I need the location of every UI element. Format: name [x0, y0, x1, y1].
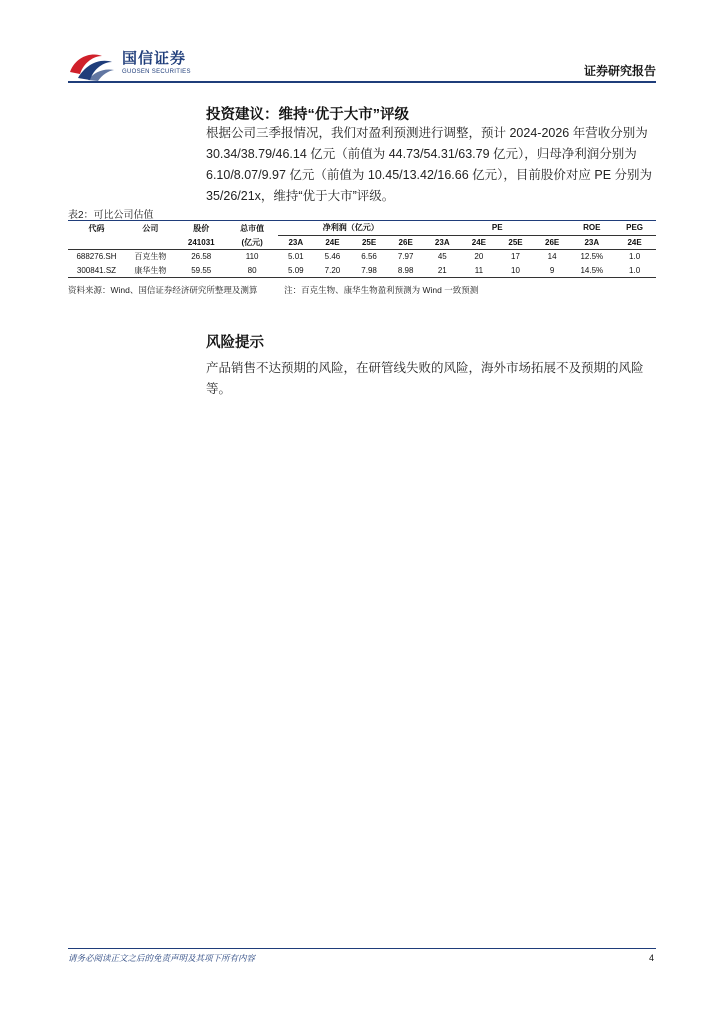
cell-np: 5.46	[314, 250, 351, 264]
risk-paragraph: 产品销售不达预期的风险，在研管线失败的风险，海外市场拓展不及预期的风险等。	[206, 361, 644, 396]
page-header	[68, 50, 656, 86]
col-header-np-year: 24E	[325, 237, 340, 247]
col-header-price: 股价	[193, 223, 210, 233]
table-title: 表2：可比公司估值	[68, 210, 154, 221]
report-type: 证券研究报告	[583, 64, 656, 78]
comparable-valuation-table	[68, 220, 656, 278]
risk-heading: 风险提示	[206, 335, 264, 351]
cell-company: 康华生物	[125, 264, 176, 278]
cell-pe: 45	[424, 250, 461, 264]
col-header-peg: PEG	[613, 221, 656, 236]
source-note: 注：百克生物、康华生物盈利预测为 Wind 一致预测	[284, 285, 479, 295]
col-header-peg-year: 24E	[627, 237, 642, 247]
logo-chinese-name: 国信证券	[122, 50, 187, 67]
cell-np: 5.01	[278, 250, 315, 264]
col-header-pe-year: 25E	[508, 237, 523, 247]
cell-roe: 14.5%	[570, 264, 613, 278]
col-header-pe: PE	[424, 221, 570, 236]
company-logo	[68, 50, 191, 82]
col-header-mcap: 总市值	[240, 223, 265, 233]
table-source	[68, 284, 478, 296]
guosen-logo-icon	[68, 50, 116, 82]
footer-disclaimer: 请务必阅读正文之后的免责声明及其项下所有内容	[68, 953, 256, 963]
col-header-roe: ROE	[570, 221, 613, 236]
footer-divider	[68, 948, 656, 949]
cell-mcap: 110	[227, 250, 278, 264]
cell-pe: 9	[534, 264, 571, 278]
cell-pe: 21	[424, 264, 461, 278]
cell-code: 300841.SZ	[68, 264, 125, 278]
page-number: 4	[648, 953, 654, 963]
cell-price: 59.55	[176, 264, 227, 278]
logo-english-name: GUOSEN SECURITIES	[122, 69, 191, 75]
col-header-net-profit: 净利润（亿元）	[278, 221, 424, 236]
cell-peg: 1.0	[613, 250, 656, 264]
cell-np: 7.98	[351, 264, 388, 278]
cell-pe: 17	[497, 250, 534, 264]
table-row	[68, 264, 656, 278]
col-header-pe-year: 24E	[471, 237, 486, 247]
cell-np: 7.20	[314, 264, 351, 278]
cell-pe: 10	[497, 264, 534, 278]
table-row	[68, 250, 656, 264]
cell-company: 百克生物	[125, 250, 176, 264]
col-header-roe-year: 23A	[584, 237, 600, 247]
col-header-code: 代码	[88, 223, 105, 233]
cell-pe: 20	[461, 250, 498, 264]
cell-np: 5.09	[278, 264, 315, 278]
col-header-mcap-unit: (亿元)	[241, 237, 263, 247]
cell-code: 688276.SH	[68, 250, 125, 264]
cell-price: 26.58	[176, 250, 227, 264]
investment-advice-paragraph: 根据公司三季报情况，我们对盈利预测进行调整，预计 2024-2026 年营收分别为 30.34/38.79/46.14 亿元（前值为 44.73/54.31/63.79 亿元），归母净利润分别为 6.10/8.07/9.97 亿元（前值为 10.45/13.42/16.66 亿元），目前股价对应 PE 分别为 35/26/21x，维持“优于大市”评级。	[206, 126, 653, 203]
cell-roe: 12.5%	[570, 250, 613, 264]
col-header-price-date: 241031	[187, 237, 215, 247]
cell-np: 7.97	[387, 250, 424, 264]
col-header-company: 公司	[142, 223, 159, 233]
investment-advice-heading: 投资建议：维持“优于大市”评级	[206, 107, 409, 123]
cell-peg: 1.0	[613, 264, 656, 278]
source-text: 资料来源：Wind、国信证券经济研究所整理及测算	[68, 285, 258, 295]
cell-pe: 11	[461, 264, 498, 278]
cell-np: 6.56	[351, 250, 388, 264]
cell-mcap: 80	[227, 264, 278, 278]
col-header-np-year: 25E	[361, 237, 377, 247]
cell-pe: 14	[534, 250, 571, 264]
cell-np: 8.98	[387, 264, 424, 278]
col-header-np-year: 23A	[288, 237, 304, 247]
header-divider	[68, 81, 656, 83]
col-header-np-year: 26E	[398, 237, 413, 247]
col-header-pe-year: 23A	[434, 237, 450, 247]
col-header-pe-year: 26E	[545, 237, 560, 247]
